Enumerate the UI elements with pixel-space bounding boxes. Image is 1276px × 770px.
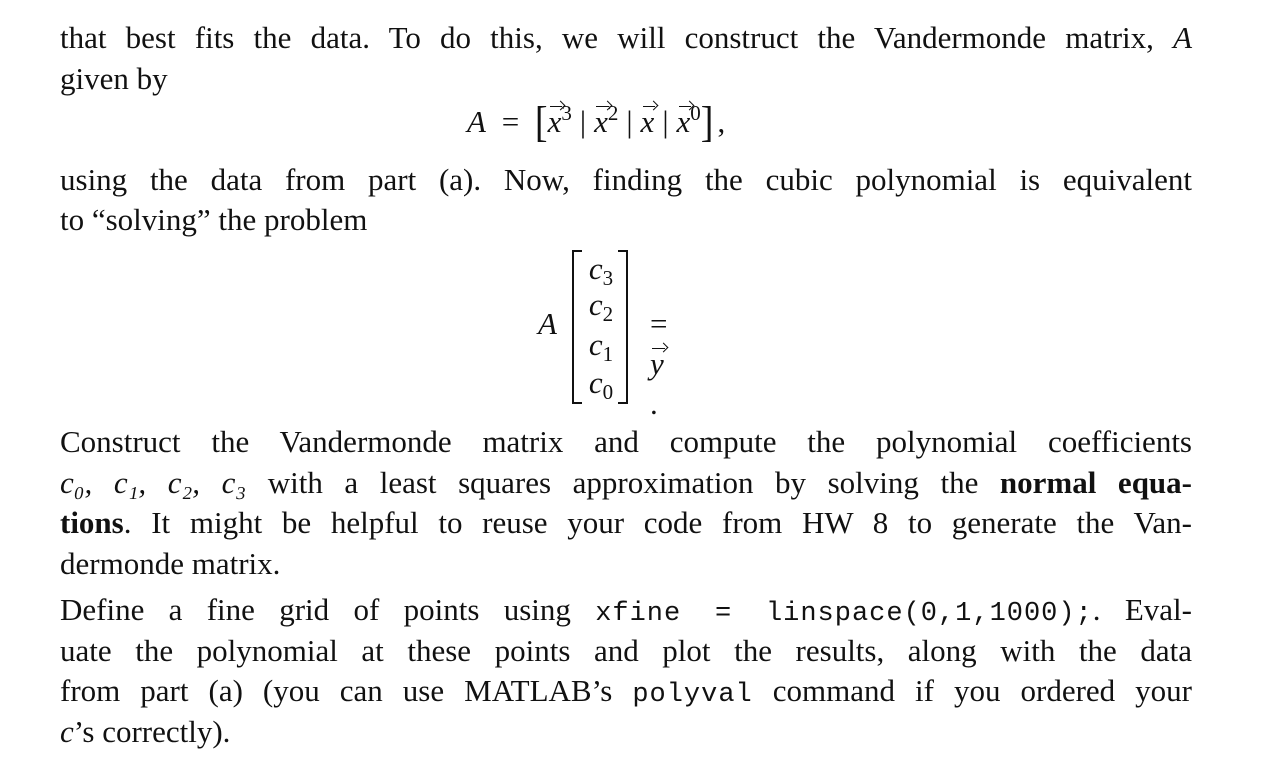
vector-x-squared: x: [594, 102, 608, 142]
left-bracket: [572, 250, 582, 404]
paragraph-3-line-3: tions. It might be helpful to reuse your code from HW 8 to generate the Van-: [60, 505, 1192, 540]
vector-x-cubed: x: [548, 102, 562, 142]
paragraph-1-line-1: that best fits the data. To do this, we will construct the Vandermonde matrix, A: [60, 20, 1192, 55]
coefficient-list: c₀, c₁, c₂, c₃: [60, 465, 247, 500]
right-bracket: [618, 250, 628, 404]
open-bracket: [: [534, 97, 548, 147]
vector-x-zero: x: [677, 102, 691, 142]
paragraph-4-line-1: Define a fine grid of points using xfine = linspace(0,1,1000);. Eval-: [60, 592, 1192, 629]
document-page: [60, 0, 1192, 770]
matrix-A-label: A: [538, 306, 557, 341]
close-bracket: ]: [700, 97, 714, 147]
paragraph-1-line-2: given by: [60, 61, 168, 96]
paragraph-3-line-2: c₀, c₁, c₂, c₃ with a least squares approximation by solving the normal equa-: [60, 465, 1192, 500]
code-xfine: xfine = linspace(0,1,1000);: [595, 599, 1093, 629]
paragraph-2-line-1: using the data from part (a). Now, finding the cubic polynomial is equivalent: [60, 162, 1192, 197]
vector-y: y: [650, 344, 664, 384]
vector-x: x: [641, 102, 655, 142]
coefficient-c3: $c_3$: [588, 251, 614, 290]
paragraph-2-line-2: to “solving” the problem: [60, 202, 368, 237]
equation-rhs: = y.: [650, 306, 668, 421]
paragraph-3-line-4: dermonde matrix.: [60, 546, 281, 581]
matrix-variable-A: A: [1173, 20, 1192, 55]
paragraph-4-line-2: uate the polynomial at these points and plot the results, along with the data: [60, 633, 1192, 668]
coefficient-c1: $c_1$: [588, 327, 614, 366]
vandermonde-equation: $A = [x^3$ | $x^2$ | x | $x^0$] ,: [467, 97, 726, 147]
code-polyval: polyval: [632, 680, 753, 710]
normal-equations-bold: normal equa-: [999, 465, 1192, 500]
paragraph-4-line-3: from part (a) (you can use MATLAB’s polyval command if you ordered your: [60, 673, 1193, 710]
paragraph-4-line-4: c’s correctly).: [60, 714, 231, 749]
paragraph-3-line-1: Construct the Vandermonde matrix and compute the polynomial coefficients: [60, 424, 1192, 459]
coefficient-c2: $c_2$: [588, 287, 614, 326]
coefficient-c0: $c_0$: [588, 365, 614, 404]
coefficient-vector: [572, 248, 628, 404]
